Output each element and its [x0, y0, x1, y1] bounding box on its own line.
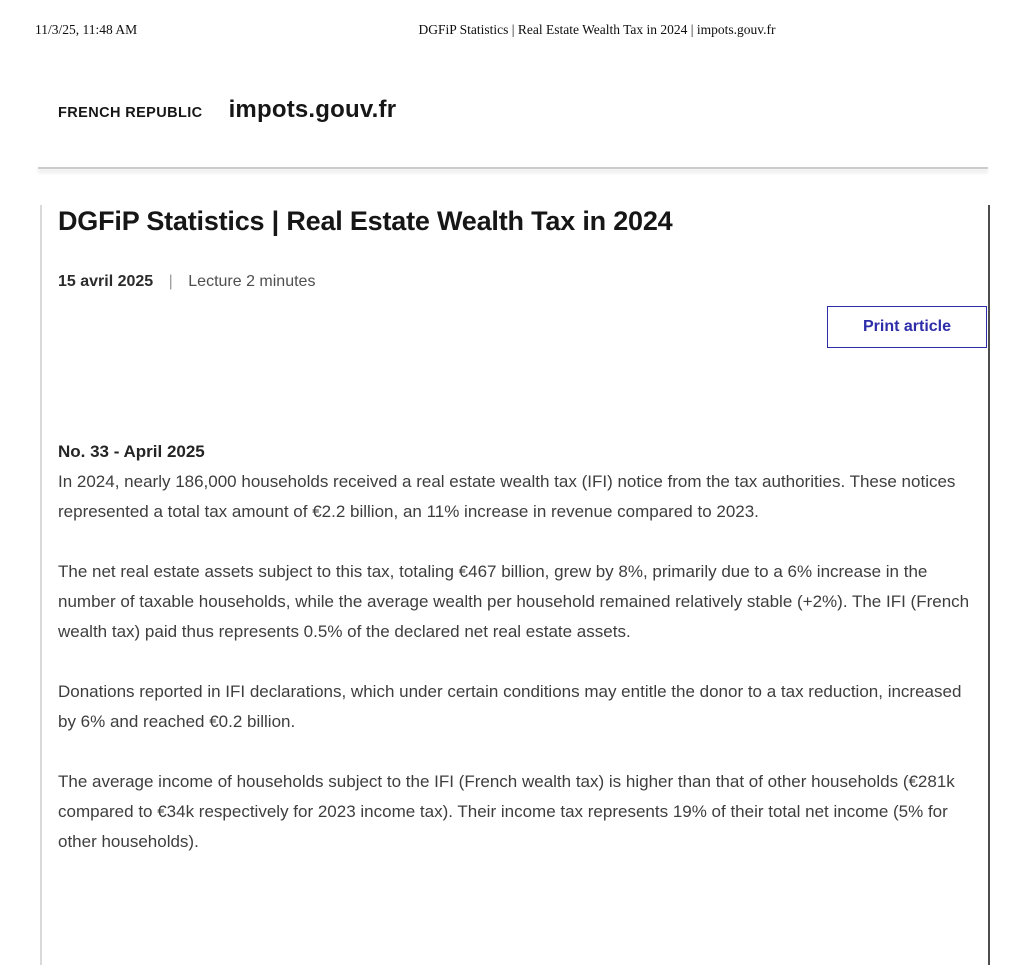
paragraph-1: In 2024, nearly 186,000 households received a real estate wealth tax (IFI) notice from the tax authorities. These notices represented a total tax amount of €2.2 billion, an 11% increase in revenue compared to 2023. — [58, 472, 956, 521]
publication-date: 15 avril 2025 — [58, 273, 154, 290]
print-article-button[interactable]: Print article — [827, 306, 987, 348]
meta-separator: | — [168, 273, 173, 290]
paragraph-3: Donations reported in IFI declarations, which under certain conditions may entitle the donor to a tax reduction, increased by 6% and reached €0.2 billion. — [58, 682, 962, 731]
site-name-logo[interactable]: impots.gouv.fr — [228, 96, 397, 123]
article-meta-row — [58, 273, 315, 291]
page-title: DGFiP Statistics | Real Estate Wealth Tax in 2024 — [58, 206, 673, 236]
site-header — [58, 96, 396, 124]
issue-heading: No. 33 - April 2025 — [58, 442, 205, 461]
article-body — [58, 437, 972, 887]
french-republic-logo-text: FRENCH REPUBLIC — [58, 105, 203, 121]
print-header-datetime: 11/3/25, 11:48 AM — [35, 22, 138, 37]
header-divider — [38, 167, 988, 169]
print-header-document-title: DGFiP Statistics | Real Estate Wealth Tax in 2024 | impots.gouv.fr — [418, 22, 776, 37]
reading-time: Lecture 2 minutes — [188, 273, 316, 290]
article-container — [40, 205, 990, 965]
paragraph-4: The average income of households subject to the IFI (French wealth tax) is higher than that of other households (€281k compared to €34k respectively for 2023 income tax). Their income tax represents 19% of their total net income (5% for other households). — [58, 772, 955, 851]
paragraph-2: The net real estate assets subject to this tax, totaling €467 billion, grew by 8%, primarily due to a 6% increase in the number of taxable households, while the average wealth per household remained relatively stable (+2%). The IFI (French wealth tax) paid thus represents 0.5% of the declared net real estate assets. — [58, 562, 970, 641]
